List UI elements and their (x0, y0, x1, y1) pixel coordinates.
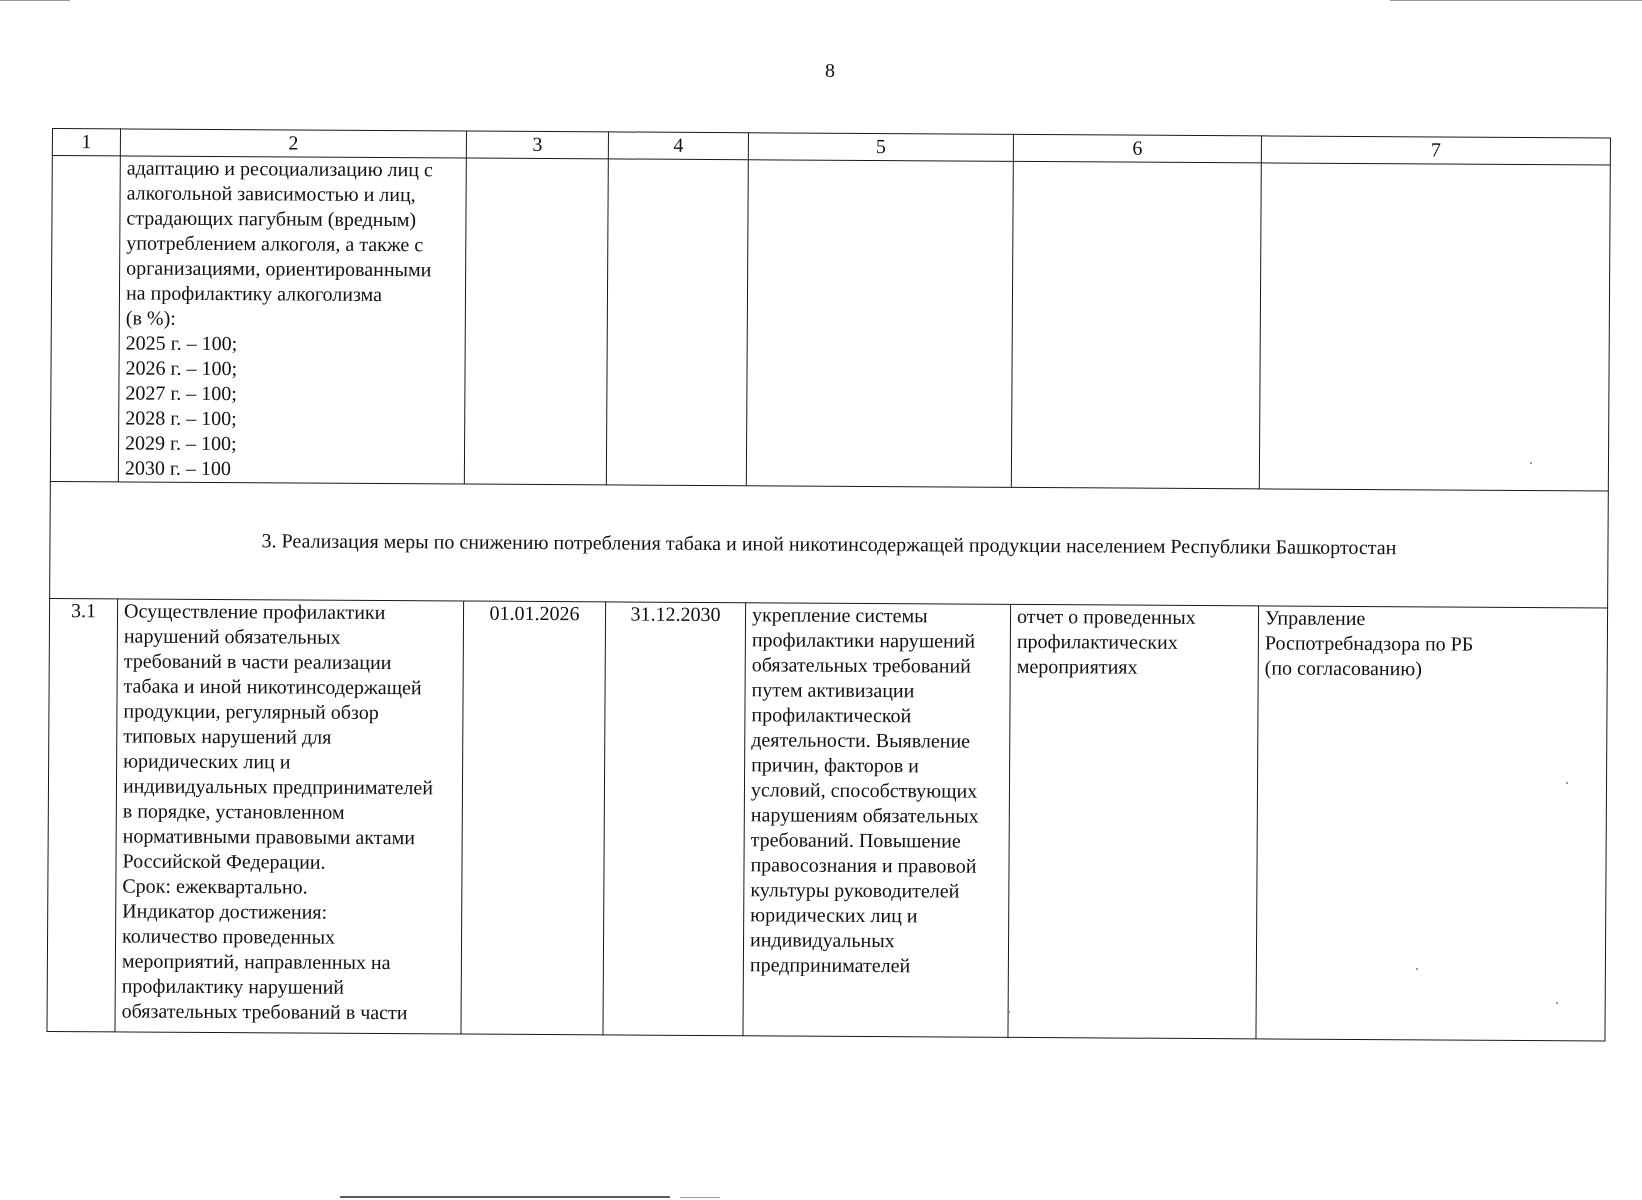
description-line: типовых нарушений для (123, 725, 332, 749)
report-line: отчет о проведенных (1016, 605, 1196, 629)
result-line: укрепление системы (751, 604, 928, 628)
result-line: профилактики нарушений (751, 629, 976, 653)
result-cell (746, 160, 1013, 488)
column-number-cell: 4 (608, 132, 748, 160)
result-line: причин, факторов и (751, 754, 919, 778)
description-line: организациями, ориентированными (126, 257, 432, 282)
description-line: продукции, регулярный обзор (123, 700, 379, 725)
description-line: юридических лиц и (123, 750, 291, 774)
result-line: деятельности. Выявление (751, 729, 971, 753)
result-line: нарушениям обязательных (750, 804, 979, 828)
result-line: юридических лиц и (750, 904, 918, 928)
description-line: 2026 г. – 100; (125, 357, 238, 381)
report-cell (1008, 604, 1259, 1039)
description-line: Срок: ежеквартально. (122, 875, 308, 899)
column-number-cell: 6 (1013, 134, 1261, 163)
measures-table (46, 128, 1610, 1042)
description-cell (118, 156, 466, 484)
description-line: нарушений обязательных (123, 625, 341, 649)
description-line: требований в части реализации (123, 650, 392, 675)
result-line: предпринимателей (749, 954, 911, 978)
end-date-cell (606, 159, 748, 486)
report-line: профилактических (1016, 630, 1178, 654)
description-line: нормативными правовыми актами (122, 825, 416, 850)
column-number-cell: 3 (466, 131, 608, 159)
column-number-cell: 5 (748, 133, 1013, 162)
column-number-cell: 2 (120, 129, 466, 158)
scan-speck (1530, 462, 1532, 464)
description-line: Индикатор достижения: (122, 900, 328, 924)
description-line: (в %): (125, 307, 176, 330)
page-number: 8 (825, 60, 835, 82)
column-number-cell: 1 (52, 129, 120, 156)
table-row (50, 156, 1610, 492)
row-number-cell: 3.1 (47, 598, 118, 1031)
description-line: адаптацию и ресоциализацию лиц с (126, 157, 433, 182)
scan-speck (1566, 782, 1568, 784)
description-line: страдающих пагубным (вредным) (126, 207, 417, 232)
description-line: обязательных требований в части (121, 1000, 408, 1025)
start-date-cell (464, 158, 608, 485)
responsible-cell (1256, 606, 1608, 1041)
scan-edge-line (680, 1197, 720, 1198)
responsible-line: Управление (1264, 607, 1366, 631)
description-line: табака и иной никотинсодержащей (123, 675, 422, 700)
description-line: 2025 г. – 100; (125, 332, 238, 356)
report-line: мероприятиях (1016, 655, 1138, 679)
table-row (47, 598, 1608, 1041)
end-date-cell: 31.12.2030 (603, 602, 746, 1036)
responsible-line: (по согласованию) (1264, 657, 1423, 681)
scan-speck (1416, 968, 1418, 970)
scan-edge-line (0, 0, 70, 1)
responsible-line: Роспотребнадзора по РБ (1264, 632, 1474, 656)
result-line: путем активизации (751, 679, 915, 703)
description-line: 2028 г. – 100; (125, 407, 237, 431)
result-line: индивидуальных (749, 929, 895, 953)
scan-speck (1556, 1002, 1558, 1004)
report-cell (1011, 161, 1261, 489)
result-cell (743, 603, 1011, 1038)
description-line: алкогольной зависимостью и лиц, (126, 182, 416, 207)
result-line: требований. Повышение (750, 829, 961, 853)
start-date-cell: 01.01.2026 (461, 601, 606, 1035)
section-heading: 3. Реализация меры по снижению потребления табака и иной никотинсодержащей продукции населением Республики Башкортостан (50, 481, 1609, 608)
description-line: Осуществление профилактики (123, 600, 386, 625)
description-line: 2029 г. – 100; (125, 432, 237, 456)
result-line: культуры руководителей (750, 879, 960, 903)
description-line: 2030 г. – 100 (124, 457, 231, 481)
result-line: профилактической (751, 704, 912, 728)
result-line: условий, способствующих (750, 779, 978, 803)
description-line: на профилактику алкоголизма (125, 282, 383, 307)
description-line: индивидуальных предпринимателей (122, 775, 434, 800)
description-line: в порядке, установленном (122, 800, 345, 824)
result-line: правосознания и правовой (750, 854, 977, 878)
document-table-wrapper (46, 128, 1609, 1042)
scan-edge-line (1390, 0, 1642, 1)
scan-speck (1008, 1011, 1010, 1013)
row-number-cell (50, 156, 120, 482)
description-line: Российской Федерации. (122, 850, 326, 874)
column-number-cell: 7 (1261, 136, 1610, 165)
scan-edge-line (340, 1196, 670, 1198)
section-heading-row (50, 481, 1609, 608)
description-line: мероприятий, направленных на (121, 950, 391, 975)
result-line: обязательных требований (751, 654, 971, 678)
description-cell (115, 599, 464, 1034)
description-line: профилактику нарушений (121, 975, 345, 999)
description-line: количество проведенных (121, 925, 336, 949)
responsible-cell (1259, 163, 1610, 491)
description-line: 2027 г. – 100; (125, 382, 237, 406)
description-line: употреблением алкоголя, а также с (126, 232, 424, 257)
